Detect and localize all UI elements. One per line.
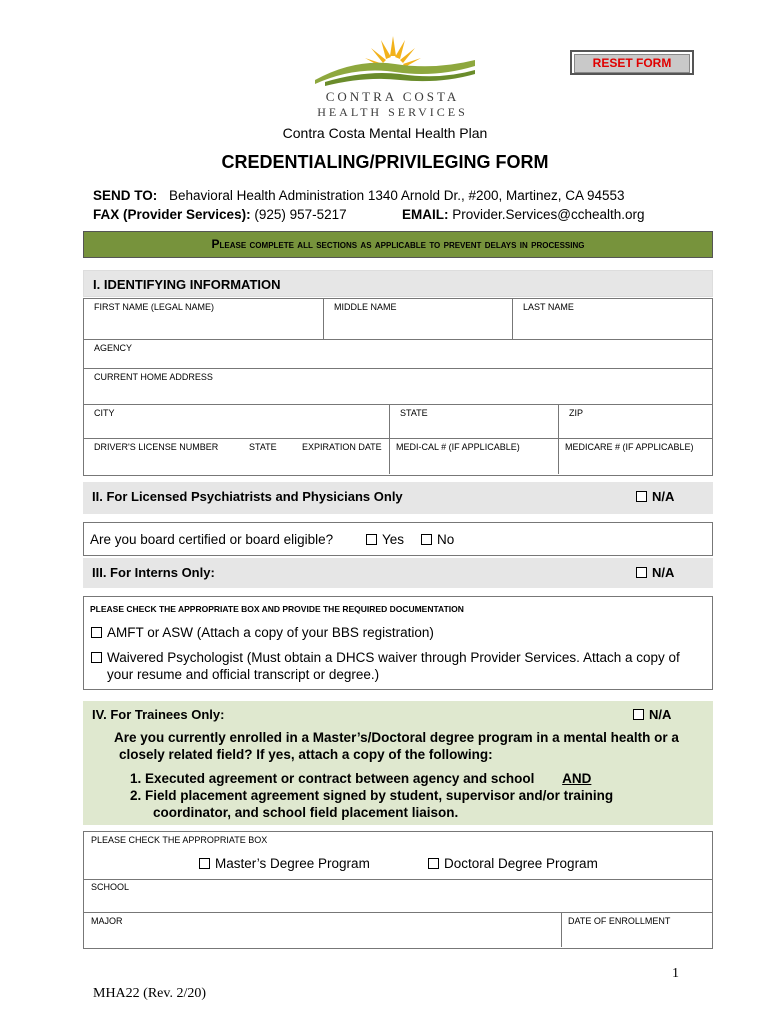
section-1-title: I. IDENTIFYING INFORMATION bbox=[93, 277, 281, 292]
masters-label: Master’s Degree Program bbox=[215, 856, 370, 871]
home-address-field[interactable]: CURRENT HOME ADDRESS bbox=[84, 369, 712, 405]
send-to-address: Behavioral Health Administration 1340 Arnold Dr., #200, Martinez, CA 94553 bbox=[169, 188, 625, 203]
reset-form-label: RESET FORM bbox=[574, 54, 690, 73]
trainee-item-2: 2. Field placement agreement signed by student, supervisor and/or training bbox=[130, 788, 614, 803]
reset-form-button[interactable] bbox=[570, 50, 694, 75]
medi-cal-field[interactable]: MEDI-CAL # (IF APPLICABLE) bbox=[390, 439, 559, 474]
masters-option[interactable] bbox=[199, 856, 370, 871]
logo-line1: CONTRA COSTA bbox=[325, 89, 460, 104]
logo-sun-mountain-icon bbox=[305, 36, 480, 86]
board-no-option[interactable] bbox=[421, 532, 454, 547]
section-2-na-label: N/A bbox=[652, 489, 675, 504]
send-to-row bbox=[93, 188, 625, 203]
doctoral-checkbox[interactable] bbox=[428, 858, 439, 869]
section-4-box bbox=[83, 701, 713, 825]
waivered-label-cont: your resume and official transcript or degree.) bbox=[107, 667, 380, 682]
interns-instruction: PLEASE CHECK THE APPROPRIATE BOX AND PROVIDE THE REQUIRED DOCUMENTATION bbox=[90, 604, 464, 614]
email-row bbox=[402, 207, 645, 222]
agency-field[interactable]: AGENCY bbox=[84, 340, 712, 369]
section-3-title: III. For Interns Only: bbox=[92, 565, 215, 580]
waivered-checkbox[interactable] bbox=[91, 652, 102, 663]
program-check-label: PLEASE CHECK THE APPROPRIATE BOX bbox=[91, 835, 268, 845]
amft-option[interactable] bbox=[91, 625, 434, 640]
board-yes-option[interactable] bbox=[366, 532, 404, 547]
trainee-item-1 bbox=[130, 771, 591, 786]
page-title: CREDENTIALING/PRIVILEGING FORM bbox=[221, 152, 549, 172]
trainee-item-1-text: 1. Executed agreement or contract between agency and school bbox=[130, 771, 535, 786]
trainee-item-2-cont: coordinator, and school field placement liaison. bbox=[153, 805, 459, 820]
section-3-na[interactable] bbox=[636, 565, 674, 580]
amft-label: AMFT or ASW (Attach a copy of your BBS registration) bbox=[107, 625, 434, 640]
section-4-na-checkbox[interactable] bbox=[633, 709, 644, 720]
plan-name: Contra Costa Mental Health Plan bbox=[282, 125, 488, 141]
state-field[interactable]: STATE bbox=[390, 405, 559, 439]
board-no-label: No bbox=[437, 532, 455, 547]
email-address: Provider.Services@cchealth.org bbox=[452, 207, 645, 222]
section-1-header bbox=[83, 270, 713, 297]
section-2-na-checkbox[interactable] bbox=[636, 491, 647, 502]
board-yes-checkbox[interactable] bbox=[366, 534, 377, 545]
board-certified-question: Are you board certified or board eligible? bbox=[90, 532, 334, 547]
section-3-na-label: N/A bbox=[652, 565, 675, 580]
masters-checkbox[interactable] bbox=[199, 858, 210, 869]
drivers-license-field[interactable]: DRIVER'S LICENSE NUMBER bbox=[94, 442, 219, 452]
fax-label: FAX (Provider Services): bbox=[93, 207, 251, 222]
waivered-option[interactable] bbox=[91, 650, 680, 665]
doctoral-option[interactable] bbox=[428, 856, 598, 871]
city-field[interactable]: CITY bbox=[84, 405, 390, 439]
instructions-banner-text: Please complete all sections as applicable to prevent delays in processing bbox=[211, 237, 585, 251]
last-name-field[interactable]: LAST NAME bbox=[513, 299, 712, 340]
license-state-field[interactable]: STATE bbox=[249, 442, 277, 452]
section-3-header bbox=[83, 558, 713, 588]
fax-number: (925) 957-5217 bbox=[254, 207, 347, 222]
email-label: EMAIL: bbox=[402, 207, 449, 222]
section-2-title: II. For Licensed Psychiatrists and Physicians Only bbox=[92, 489, 403, 504]
trainee-question-line2: closely related field? If yes, attach a copy of the following: bbox=[119, 747, 493, 762]
logo bbox=[305, 36, 480, 119]
trainee-item-1-and: AND bbox=[562, 771, 592, 786]
page-number: 1 bbox=[672, 966, 679, 981]
expiration-date-field[interactable]: EXPIRATION DATE bbox=[296, 439, 390, 474]
zip-field[interactable]: ZIP bbox=[559, 405, 712, 439]
section-4-na[interactable] bbox=[633, 707, 671, 722]
board-yes-label: Yes bbox=[382, 532, 405, 547]
form-id: MHA22 (Rev. 2/20) bbox=[93, 986, 207, 1001]
trainee-question-line1: Are you currently enrolled in a Master’s/Doctoral degree program in a mental health or a bbox=[114, 730, 679, 745]
board-certified-row bbox=[83, 522, 713, 556]
interns-box bbox=[83, 596, 713, 690]
fax-row bbox=[93, 207, 347, 222]
middle-name-field[interactable]: MIDDLE NAME bbox=[324, 299, 513, 340]
instructions-banner bbox=[83, 231, 713, 258]
amft-checkbox[interactable] bbox=[91, 627, 102, 638]
section-2-na[interactable] bbox=[636, 489, 674, 504]
section-2-header bbox=[83, 482, 713, 514]
major-field[interactable]: MAJOR bbox=[84, 913, 562, 947]
doctoral-label: Doctoral Degree Program bbox=[444, 856, 598, 871]
medicare-field[interactable]: MEDICARE # (IF APPLICABLE) bbox=[565, 442, 694, 452]
send-to-label: SEND TO: bbox=[93, 188, 158, 203]
enrollment-date-field[interactable]: DATE OF ENROLLMENT bbox=[568, 916, 671, 926]
board-no-checkbox[interactable] bbox=[421, 534, 432, 545]
logo-line2: HEALTH SERVICES bbox=[317, 105, 468, 119]
school-field[interactable]: SCHOOL bbox=[84, 879, 712, 913]
first-name-field[interactable]: FIRST NAME (LEGAL NAME) bbox=[84, 299, 324, 340]
waivered-label: Waivered Psychologist (Must obtain a DHCS waiver through Provider Services. Attach a copy of bbox=[107, 650, 680, 665]
section-4-na-label: N/A bbox=[649, 707, 672, 722]
section-3-na-checkbox[interactable] bbox=[636, 567, 647, 578]
section-4-title: IV. For Trainees Only: bbox=[92, 707, 225, 722]
